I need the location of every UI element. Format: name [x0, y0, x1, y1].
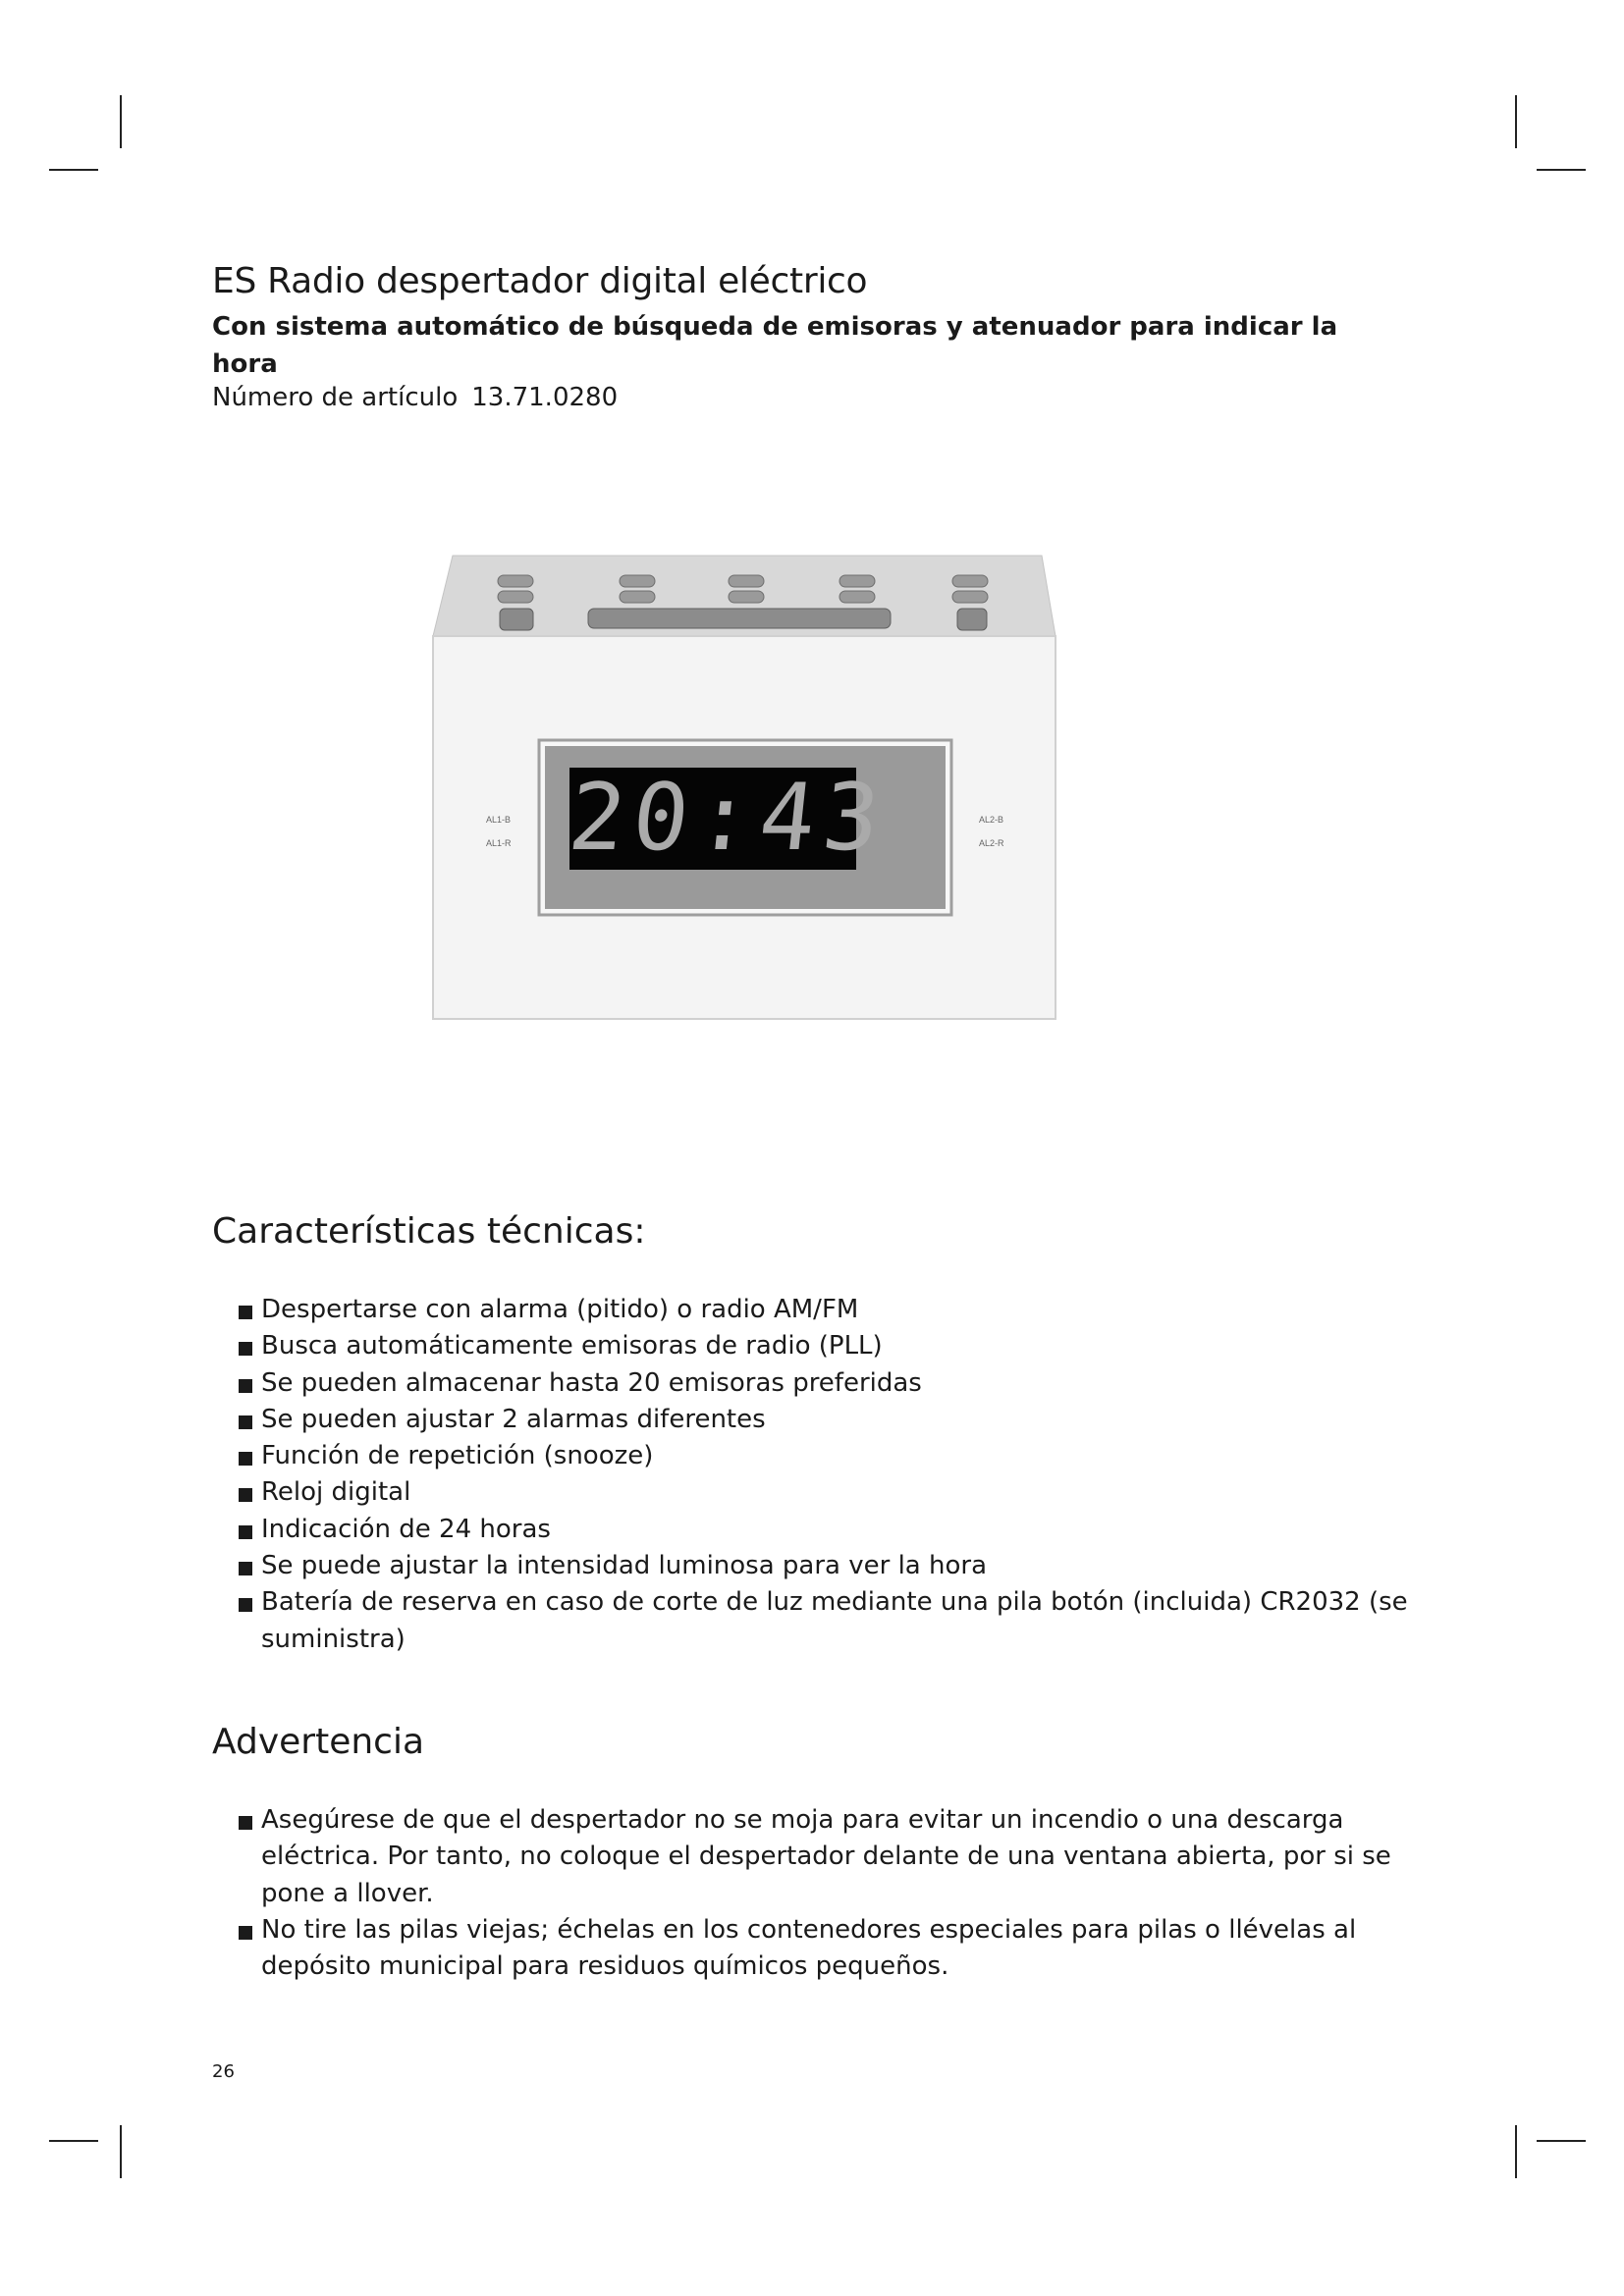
features-list	[236, 1292, 1414, 1658]
label-al2r: AL2-R	[979, 838, 1004, 848]
warning-list	[236, 1802, 1414, 1985]
page-subtitle: Con sistema automático de búsqueda de emisoras y atenuador para indicar la hora	[212, 312, 1338, 379]
article-number-label: Número de artículo	[212, 383, 459, 412]
list-item: Asegúrese de que el despertador no se moja para evitar un incendio o una descarga eléctrica. Por tanto, no coloque el despertador delante de una ventana abierta, por si se pone a llover.	[236, 1802, 1414, 1912]
product-image-clock-radio	[427, 550, 1065, 1026]
article-number-line	[212, 383, 618, 412]
crop-mark	[120, 2125, 122, 2178]
crop-mark	[120, 95, 122, 148]
list-item: Se pueden ajustar 2 alarmas diferentes	[236, 1402, 1414, 1438]
label-al1r: AL1-R	[486, 838, 512, 848]
crop-mark	[49, 169, 98, 171]
list-item: Despertarse con alarma (pitido) o radio AM/FM	[236, 1292, 1414, 1328]
list-item: Indicación de 24 horas	[236, 1512, 1414, 1548]
crop-mark	[1515, 2125, 1517, 2178]
list-item: Función de repetición (snooze)	[236, 1438, 1414, 1474]
list-item: Reloj digital	[236, 1474, 1414, 1511]
list-item: Se pueden almacenar hasta 20 emisoras preferidas	[236, 1365, 1414, 1402]
crop-mark	[1537, 2140, 1586, 2142]
features-heading: Características técnicas:	[212, 1211, 646, 1252]
crop-mark	[1537, 169, 1586, 171]
label-al2b: AL2-B	[979, 815, 1004, 825]
crop-mark	[1515, 95, 1517, 148]
list-item: Batería de reserva en caso de corte de luz mediante una pila botón (incluida) CR2032 (se suministra)	[236, 1584, 1414, 1658]
list-item: Se puede ajustar la intensidad luminosa para ver la hora	[236, 1548, 1414, 1584]
clock-display-digits: 20:43	[564, 765, 893, 872]
label-al1b: AL1-B	[486, 815, 512, 825]
page-number: 26	[212, 2061, 235, 2082]
article-number-value: 13.71.0280	[471, 383, 619, 412]
list-item: No tire las pilas viejas; échelas en los contenedores especiales para pilas o llévelas al depósito municipal para residuos químicos pequeños.	[236, 1912, 1414, 1986]
list-item: Busca automáticamente emisoras de radio (PLL)	[236, 1328, 1414, 1364]
page-title: ES Radio despertador digital eléctrico	[212, 261, 868, 301]
crop-mark	[49, 2140, 98, 2142]
warning-heading: Advertencia	[212, 1722, 425, 1762]
